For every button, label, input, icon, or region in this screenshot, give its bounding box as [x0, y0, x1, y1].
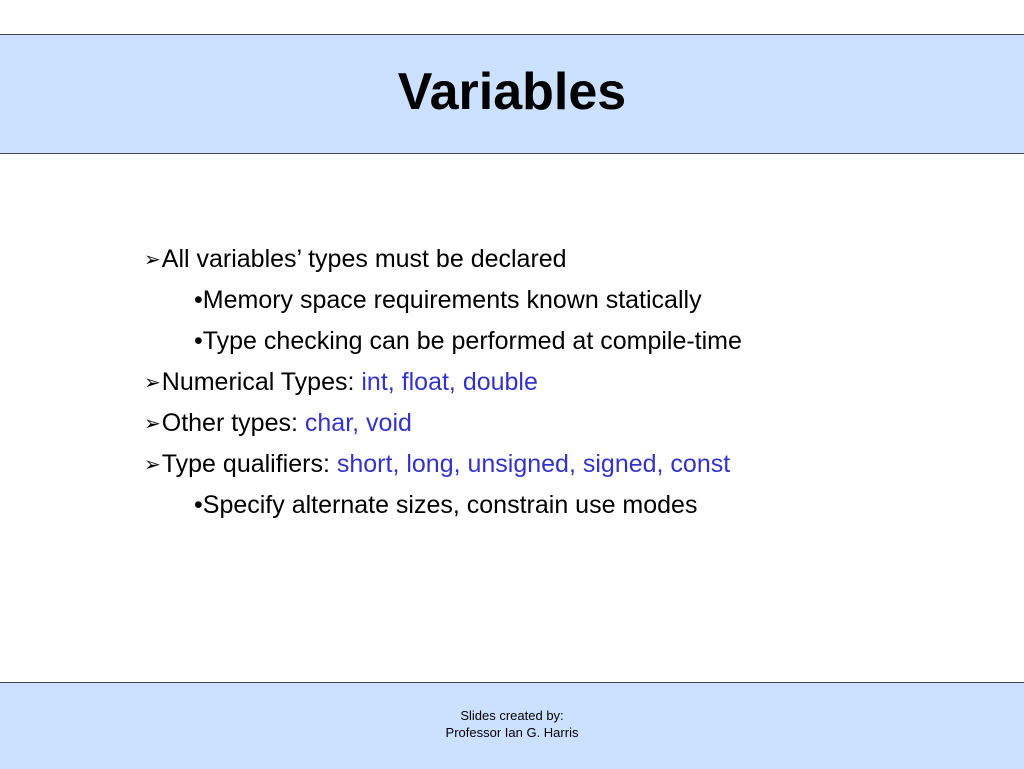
dot-bullet-icon: • [194, 491, 203, 519]
bullet-item [144, 408, 412, 439]
bullet-text: Specify alternate sizes, constrain use modes [202, 491, 698, 519]
dot-bullet-icon: • [194, 327, 203, 355]
bullet-item [144, 244, 567, 275]
bullet-text: Numerical Types: [161, 368, 362, 396]
footer-credit [0, 707, 1024, 741]
title-band [0, 34, 1024, 154]
sub-bullet-item [194, 285, 702, 315]
footer-line-2: Professor Ian G. Harris [445, 725, 579, 740]
footer-line-1: Slides created by: [460, 708, 564, 723]
bullet-item [144, 367, 538, 398]
bullet-keywords: char, void [304, 409, 412, 437]
arrow-bullet-icon: ➢ [144, 452, 161, 476]
bullet-text: Memory space requirements known statically [202, 286, 702, 314]
arrow-bullet-icon: ➢ [144, 247, 161, 271]
bullet-keywords: short, long, unsigned, signed, const [336, 450, 731, 478]
arrow-bullet-icon: ➢ [144, 411, 161, 435]
bullet-item [144, 449, 730, 480]
slide-title: Variables [397, 63, 627, 121]
bullet-text: Type checking can be performed at compile-time [202, 327, 742, 355]
footer-band [0, 682, 1024, 769]
arrow-bullet-icon: ➢ [144, 370, 161, 394]
sub-bullet-item [194, 490, 697, 520]
bullet-text: Other types: [161, 409, 305, 437]
bullet-text: Type qualifiers: [161, 450, 337, 478]
bullet-text: All variables’ types must be declared [161, 245, 567, 273]
sub-bullet-item [194, 326, 742, 356]
dot-bullet-icon: • [194, 286, 203, 314]
bullet-keywords: int, float, double [361, 368, 538, 396]
